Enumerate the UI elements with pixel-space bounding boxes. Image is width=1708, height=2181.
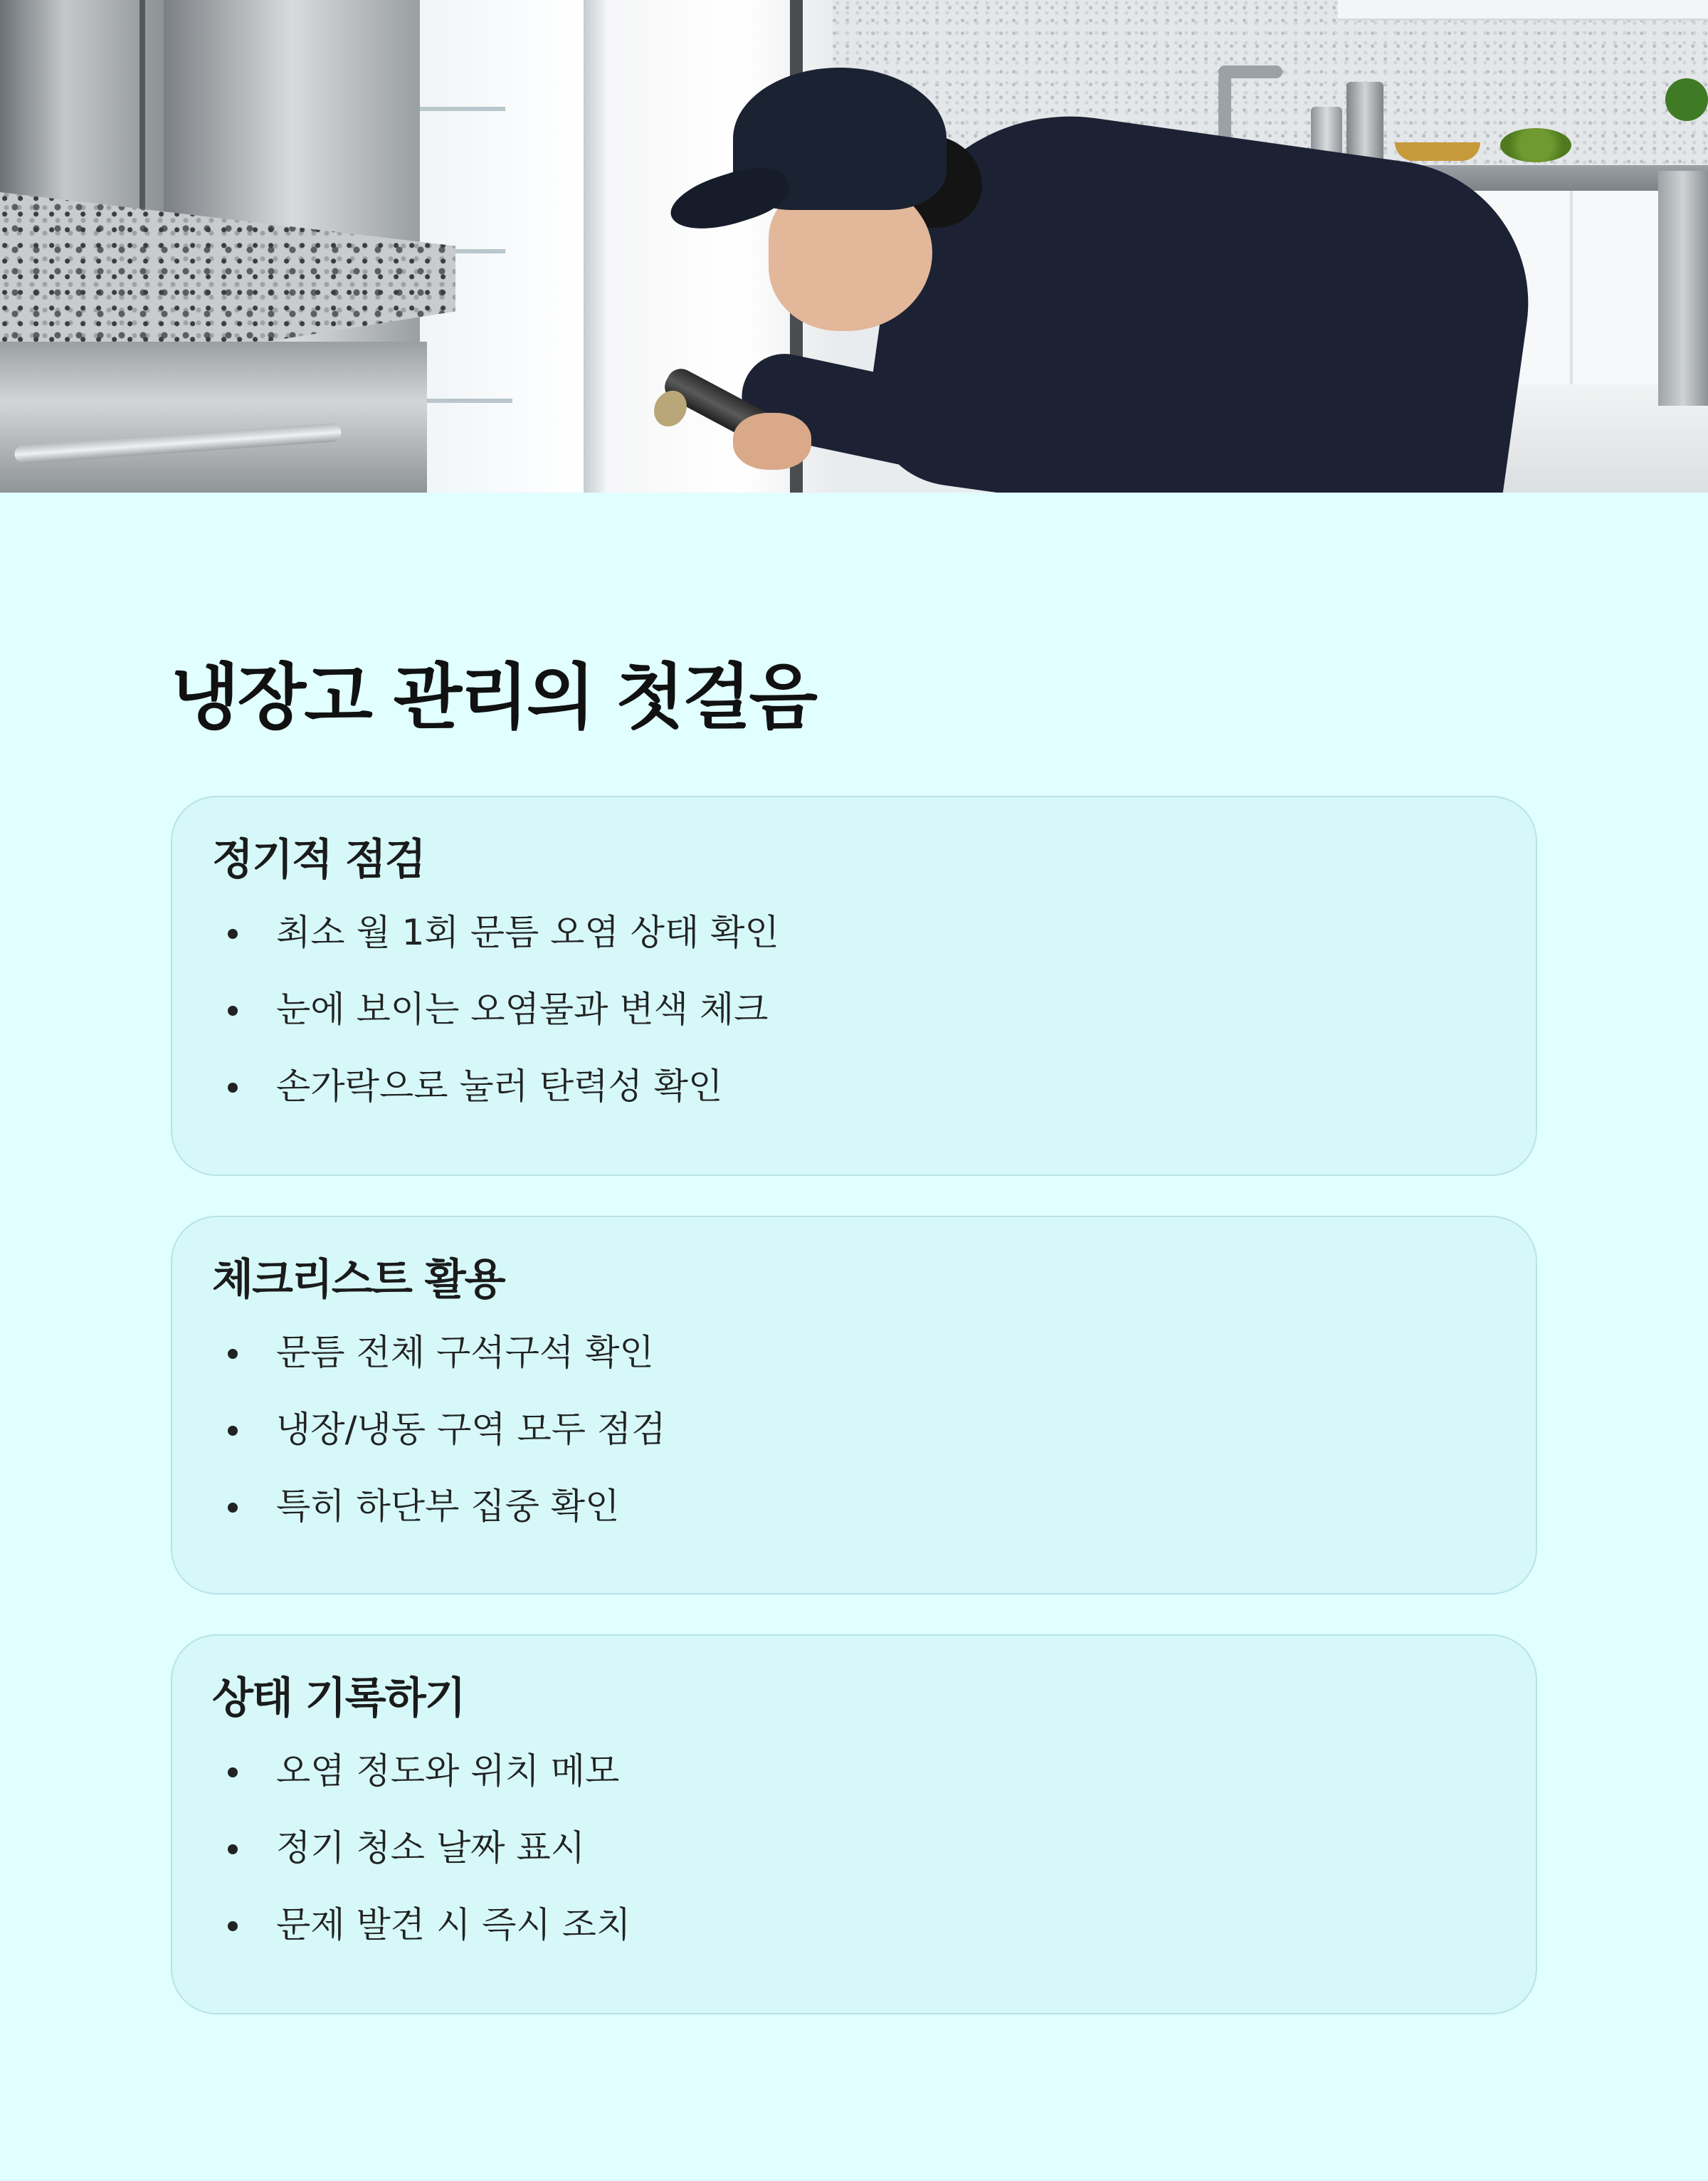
card-record-status (171, 1634, 1537, 2014)
list-item (212, 1827, 631, 1907)
bullet-icon (228, 1426, 238, 1436)
bullet-icon (228, 1006, 238, 1016)
card-title: 체크리스트 활용 (212, 1255, 505, 1305)
upper-cabinets (1338, 0, 1708, 21)
list-item-text: 최소 월 1회 문틈 오염 상태 확인 (276, 912, 779, 953)
bullet-icon (228, 1503, 238, 1513)
list-item (212, 1409, 666, 1488)
hero-photo (0, 0, 1708, 493)
list-item-text: 손가락으로 눌러 탄력성 확인 (276, 1066, 723, 1107)
list-item-text: 오염 정도와 위치 메모 (276, 1750, 620, 1792)
list-item (212, 989, 779, 1068)
page-title: 냉장고 관리의 첫걸음 (171, 656, 816, 739)
list-item-text: 냉장/냉동 구역 모두 점검 (276, 1409, 666, 1450)
fridge-door-edge (584, 0, 605, 493)
refrigerator-seam (139, 0, 145, 214)
list-item (212, 1488, 666, 1565)
bullet-icon (228, 1767, 238, 1777)
list-item (212, 1332, 666, 1412)
technician-hand (733, 413, 811, 470)
bullet-icon (228, 1844, 238, 1854)
bullet-icon (228, 1921, 238, 1931)
list-item-text: 특히 하단부 집중 확인 (276, 1486, 620, 1527)
list-item (212, 912, 779, 992)
faucet-spout (1218, 65, 1282, 78)
dishwasher (0, 342, 427, 493)
fruit-bowl (1395, 142, 1480, 161)
bullet-list (212, 1332, 666, 1565)
card-checklist (171, 1216, 1537, 1594)
list-item-text: 눈에 보이는 오염물과 변색 체크 (276, 989, 769, 1030)
bullet-icon (228, 1083, 238, 1093)
fridge-shelf (420, 399, 512, 403)
stove (1658, 171, 1708, 406)
list-item (212, 1068, 779, 1145)
card-regular-inspection (171, 796, 1537, 1176)
card-title: 상태 기록하기 (212, 1673, 465, 1723)
list-item-text: 문제 발견 시 즉시 조치 (276, 1904, 631, 1945)
list-item (212, 1750, 631, 1830)
bullet-list (212, 1750, 631, 1984)
bullet-icon (228, 1349, 238, 1359)
potted-plant (1665, 78, 1708, 121)
list-item-text: 정기 청소 날짜 표시 (276, 1827, 586, 1869)
fridge-shelf (420, 107, 505, 111)
card-title: 정기적 점검 (212, 835, 425, 885)
list-item (212, 1904, 631, 1984)
bullet-list (212, 912, 779, 1145)
bullet-icon (228, 929, 238, 939)
vegetables (1500, 128, 1571, 162)
list-item-text: 문틈 전체 구석구석 확인 (276, 1332, 654, 1373)
